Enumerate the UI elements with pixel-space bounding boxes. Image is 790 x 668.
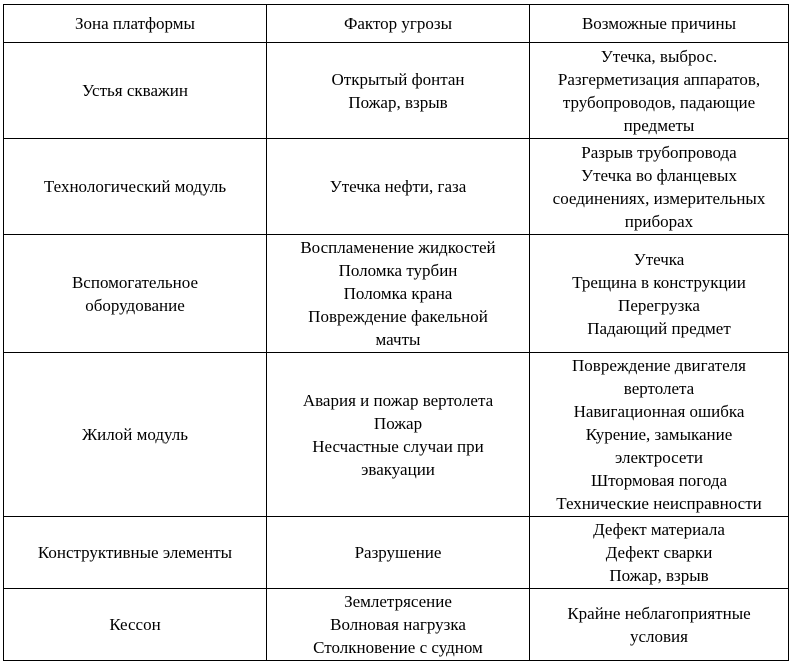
cause-line: Крайне неблагоприятные xyxy=(567,603,751,623)
cause-line: Навигационная ошибка xyxy=(573,402,745,421)
cause-line: Дефект сварки xyxy=(605,543,713,562)
cause-cell xyxy=(530,517,789,589)
zone-cell xyxy=(4,517,267,589)
cause-line: Дефект материала xyxy=(593,520,725,539)
zone-cell xyxy=(4,139,267,235)
cause-line: соединениях, измерительных xyxy=(552,188,766,208)
header-threat-factor: Фактор угрозы xyxy=(267,5,530,43)
cause-line: Штормовая погода xyxy=(590,471,728,490)
zone-cell xyxy=(4,353,267,517)
zone-text: Устья скважин xyxy=(82,81,188,100)
factor-cell xyxy=(267,43,530,139)
cause-line: Технические неисправности xyxy=(556,494,762,513)
factor-line: Повреждение факельной xyxy=(308,307,488,326)
zone-cell xyxy=(4,589,267,661)
cause-line: предметы xyxy=(623,115,695,135)
factor-line: Поломка турбин xyxy=(338,261,458,280)
factor-line: Пожар, взрыв xyxy=(348,92,448,112)
factor-line: Разрушение xyxy=(354,543,442,562)
cause-line: приборах xyxy=(624,211,694,231)
table-header-row xyxy=(4,5,789,43)
table-row xyxy=(4,517,789,589)
zone-text: оборудование xyxy=(85,295,185,315)
cause-line: Повреждение двигателя xyxy=(572,356,746,375)
table-row xyxy=(4,353,789,517)
cause-line: Разрыв трубопровода xyxy=(581,142,737,162)
zone-cell xyxy=(4,43,267,139)
cause-line: условия xyxy=(630,626,688,646)
cause-line: Разгерметизация аппаратов, xyxy=(557,69,761,89)
factor-line: эвакуации xyxy=(361,459,435,479)
cause-line: вертолета xyxy=(623,379,695,398)
zone-text: Кессон xyxy=(109,615,161,634)
table-row xyxy=(4,139,789,235)
factor-line: Открытый фонтан xyxy=(331,69,465,89)
factor-line: Землетрясение xyxy=(344,592,452,611)
factor-line: Волновая нагрузка xyxy=(330,615,466,634)
zone-text: Вспомогательное xyxy=(71,272,199,292)
header-zone: Зона платформы xyxy=(4,5,267,43)
cause-line: Утечка xyxy=(633,249,685,269)
zone-text: Конструктивные элементы xyxy=(37,543,233,562)
cause-cell xyxy=(530,139,789,235)
cause-line: электросети xyxy=(615,448,703,467)
cause-line: Пожар, взрыв xyxy=(609,566,709,585)
cause-line: трубопроводов, падающие xyxy=(562,92,756,112)
zone-text: Жилой модуль xyxy=(81,425,189,444)
factor-line: Авария и пожар вертолета xyxy=(302,390,494,410)
header-possible-causes: Возможные причины xyxy=(530,5,789,43)
cause-line: Утечка во фланцевых xyxy=(581,165,737,185)
factor-cell xyxy=(267,589,530,661)
factor-line: Пожар xyxy=(373,413,423,433)
cause-line: Трещина в конструкции xyxy=(572,272,746,292)
cause-cell xyxy=(530,235,789,353)
cause-cell xyxy=(530,353,789,517)
cause-cell xyxy=(530,589,789,661)
factor-cell xyxy=(267,235,530,353)
factor-line: мачты xyxy=(375,330,421,349)
factor-line: Несчастные случаи при xyxy=(312,436,484,456)
factor-line: Утечка нефти, газа xyxy=(329,177,467,196)
factor-cell xyxy=(267,353,530,517)
table-row xyxy=(4,235,789,353)
factor-line: Столкновение с судном xyxy=(313,638,483,657)
zone-text: Технологический модуль xyxy=(43,177,227,196)
table-row xyxy=(4,43,789,139)
cause-cell xyxy=(530,43,789,139)
factor-line: Поломка крана xyxy=(343,284,453,303)
cause-line: Утечка, выброс. xyxy=(600,46,718,66)
cause-line: Падающий предмет xyxy=(587,318,731,338)
cause-line: Перегрузка xyxy=(618,295,700,315)
table-row xyxy=(4,589,789,661)
risk-table xyxy=(3,4,789,661)
factor-cell xyxy=(267,139,530,235)
factor-cell xyxy=(267,517,530,589)
zone-cell xyxy=(4,235,267,353)
factor-line: Воспламенение жидкостей xyxy=(300,238,496,257)
cause-line: Курение, замыкание xyxy=(585,425,733,444)
